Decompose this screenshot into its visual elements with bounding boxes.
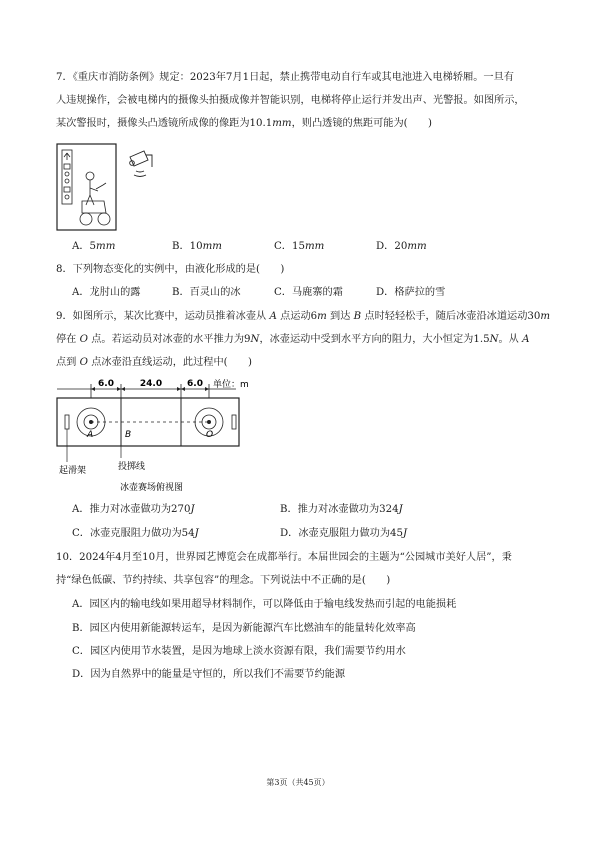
q10-stem-line1: 10．2024年4月至10月，世界园艺博览会在成都举行。本届世园会的主题为“公园城市美好人居”，秉 <box>56 552 512 563</box>
q10-stem-line2: 持“绿色低碳、节约持续、共享包容”的理念。下列说法中不正确的是( ) <box>56 575 391 586</box>
start-hack-right <box>232 415 236 429</box>
page-footer: 第3页（共45页） <box>266 778 330 787</box>
q10-option-d[interactable]: D．因为自然界中的能量是守恒的，所以我们不需要节约能源 <box>72 669 346 680</box>
q7-stem-line3: 某次警报时，摄像头凸透镜所成像的像距为10.1mm，则凸透镜的焦距可能为( ) <box>56 118 432 129</box>
dim-6-left: 6.0 <box>98 379 114 389</box>
unit-label: 单位：m <box>213 380 249 390</box>
curling-rink-figure <box>56 376 256 494</box>
start-hack-label: 起滑架 <box>59 466 87 476</box>
q7-option-d[interactable]: D．20mm <box>376 241 427 252</box>
q8-option-c[interactable]: C．马鹿寨的霜 <box>274 287 343 298</box>
q8-option-b[interactable]: B．百灵山的冰 <box>172 287 241 298</box>
q9-option-c[interactable]: C．冰壶克服阻力做功为54J <box>72 528 199 539</box>
point-a-dot <box>89 420 93 424</box>
point-o-label: O <box>206 430 214 440</box>
q9-stem-line1: 9．如图所示，某次比赛中，运动员推着冰壶从 A 点运动6m 到达 B 点时轻轻松手，随后冰壶沿冰道运动30m <box>56 311 551 322</box>
q9-option-b[interactable]: B．推力对冰壶做功为324J <box>280 504 403 515</box>
dim-24: 24.0 <box>139 379 163 389</box>
person-with-ebike <box>80 172 110 225</box>
q10-option-a[interactable]: A．园区内的输电线如果用超导材料制作，可以降低由于输电线发热而引起的电能损耗 <box>72 599 457 610</box>
q7-stem-line1: 7．《重庆市消防条例》规定：2023年7月1日起，禁止携带电动自行车或其电池进入电梯轿厢。一旦有 <box>56 72 514 83</box>
point-o-dot <box>207 420 211 424</box>
q7-stem-line2: 人违规操作，会被电梯内的摄像头拍摄成像并智能识别，电梯将停止运行并发出声、光警报。如图所示， <box>56 95 525 106</box>
q10-option-b[interactable]: B．园区内使用新能源转运车，是因为新能源汽车比燃油车的能量转化效率高 <box>72 623 416 634</box>
q8-option-d[interactable]: D．格萨拉的雪 <box>376 287 446 298</box>
point-b-label: B <box>125 430 132 440</box>
q9-stem-line2: 停在 O 点。若运动员对冰壶的水平推力为9N，冰壶运动中受到水平方向的阻力，大小恒定为1.5N。从 A <box>56 334 530 345</box>
q10-option-c[interactable]: C．园区内使用节水装置，是因为地球上淡水资源有限，我们需要节约用水 <box>72 646 406 657</box>
throw-line-label: 投掷线 <box>118 462 146 472</box>
q9-stem-line3: 点到 O 点冰壶沿直线运动，此过程中( ) <box>56 357 252 368</box>
dim-6-right: 6.0 <box>187 379 203 389</box>
q7-option-a[interactable]: A．5mm <box>72 241 116 252</box>
q8-stem: 8．下列物态变化的实例中，由液化形成的是( ) <box>56 264 285 275</box>
figure-caption: 冰壶赛场俯视图 <box>120 483 184 493</box>
elevator-camera-figure <box>56 143 160 233</box>
q7-option-c[interactable]: C．15mm <box>274 241 325 252</box>
camera-icon <box>130 151 152 177</box>
elevator-panel <box>62 150 72 204</box>
q8-option-a[interactable]: A．龙肘山的露 <box>72 287 141 298</box>
q7-option-b[interactable]: B．10mm <box>172 241 222 252</box>
q9-option-d[interactable]: D．冰壶克服阻力做功为45J <box>280 528 408 539</box>
q9-option-a[interactable]: A．推力对冰壶做功为270J <box>72 504 195 515</box>
point-a-label: A <box>87 430 94 440</box>
start-hack-left <box>65 415 69 429</box>
